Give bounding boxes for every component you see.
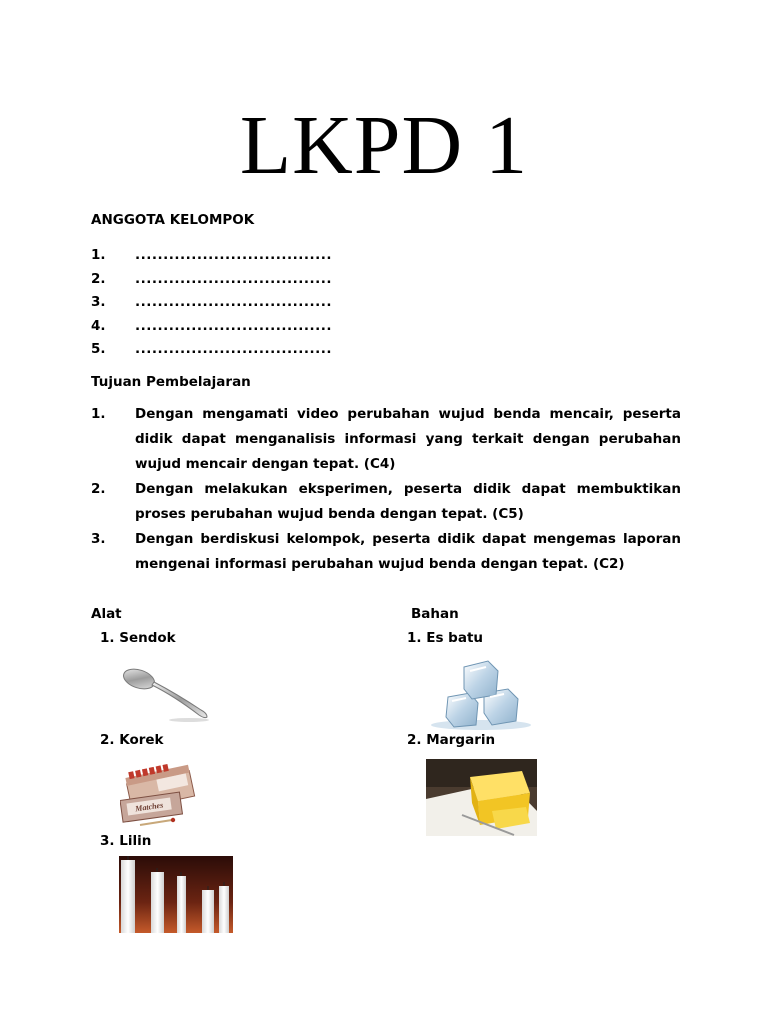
member-row [91, 268, 681, 292]
member-number: 3. [91, 294, 106, 310]
goal-text: Dengan melakukan eksperimen, peserta didik dapat membuktikan proses perubahan wujud benda dengan tepat. (C5) [135, 481, 681, 522]
members-heading: ANGGOTA KELOMPOK [91, 212, 255, 228]
tools-heading: Alat [91, 606, 122, 622]
member-blank[interactable]: ................................... [135, 270, 332, 287]
material-item-ice: 1. Es batu [407, 630, 484, 646]
goal-number: 1. [91, 406, 106, 422]
material-item-margarine: 2. Margarin [407, 732, 496, 748]
matchbox-label: Matches [134, 800, 164, 814]
goals-list [91, 402, 681, 577]
member-number: 4. [91, 317, 106, 334]
tool-item-candle: 3. Lilin [100, 833, 152, 849]
member-number: 2. [91, 270, 106, 287]
goal-item [91, 402, 681, 477]
matches-image [120, 757, 200, 832]
goal-text: Dengan mengamati video perubahan wujud benda mencair, peserta didik dapat menganalisis informasi yang terkait dengan perubahan wujud mencair dengan tepat. (C4) [135, 406, 681, 472]
member-blank[interactable]: ................................... [135, 317, 332, 334]
candles-image [119, 856, 233, 933]
page-title: LKPD 1 [239, 99, 529, 192]
member-number: 1. [91, 247, 106, 263]
member-row [91, 315, 681, 339]
goal-item [91, 527, 681, 577]
goal-text: Dengan berdiskusi kelompok, peserta didik dapat mengemas laporan mengenai informasi perubahan wujud benda dengan tepat. (C2) [135, 531, 681, 572]
member-blank[interactable]: ................................... [135, 294, 332, 310]
member-row [91, 291, 681, 315]
goals-heading: Tujuan Pembelajaran [91, 374, 251, 390]
member-blank[interactable]: ................................... [135, 341, 332, 357]
member-row [91, 338, 681, 362]
member-blank[interactable]: ................................... [135, 247, 332, 263]
tool-item-spoon: 1. Sendok [100, 630, 176, 646]
members-list [91, 244, 681, 362]
member-row [91, 244, 681, 268]
goal-number: 2. [91, 481, 106, 497]
member-number: 5. [91, 341, 106, 357]
materials-heading: Bahan [411, 606, 459, 622]
spoon-image [119, 662, 212, 723]
ice-cubes-image [426, 655, 536, 732]
margarine-image [426, 759, 537, 836]
tool-item-matches: 2. Korek [100, 732, 164, 748]
goal-number: 3. [91, 531, 106, 547]
goal-item [91, 477, 681, 527]
